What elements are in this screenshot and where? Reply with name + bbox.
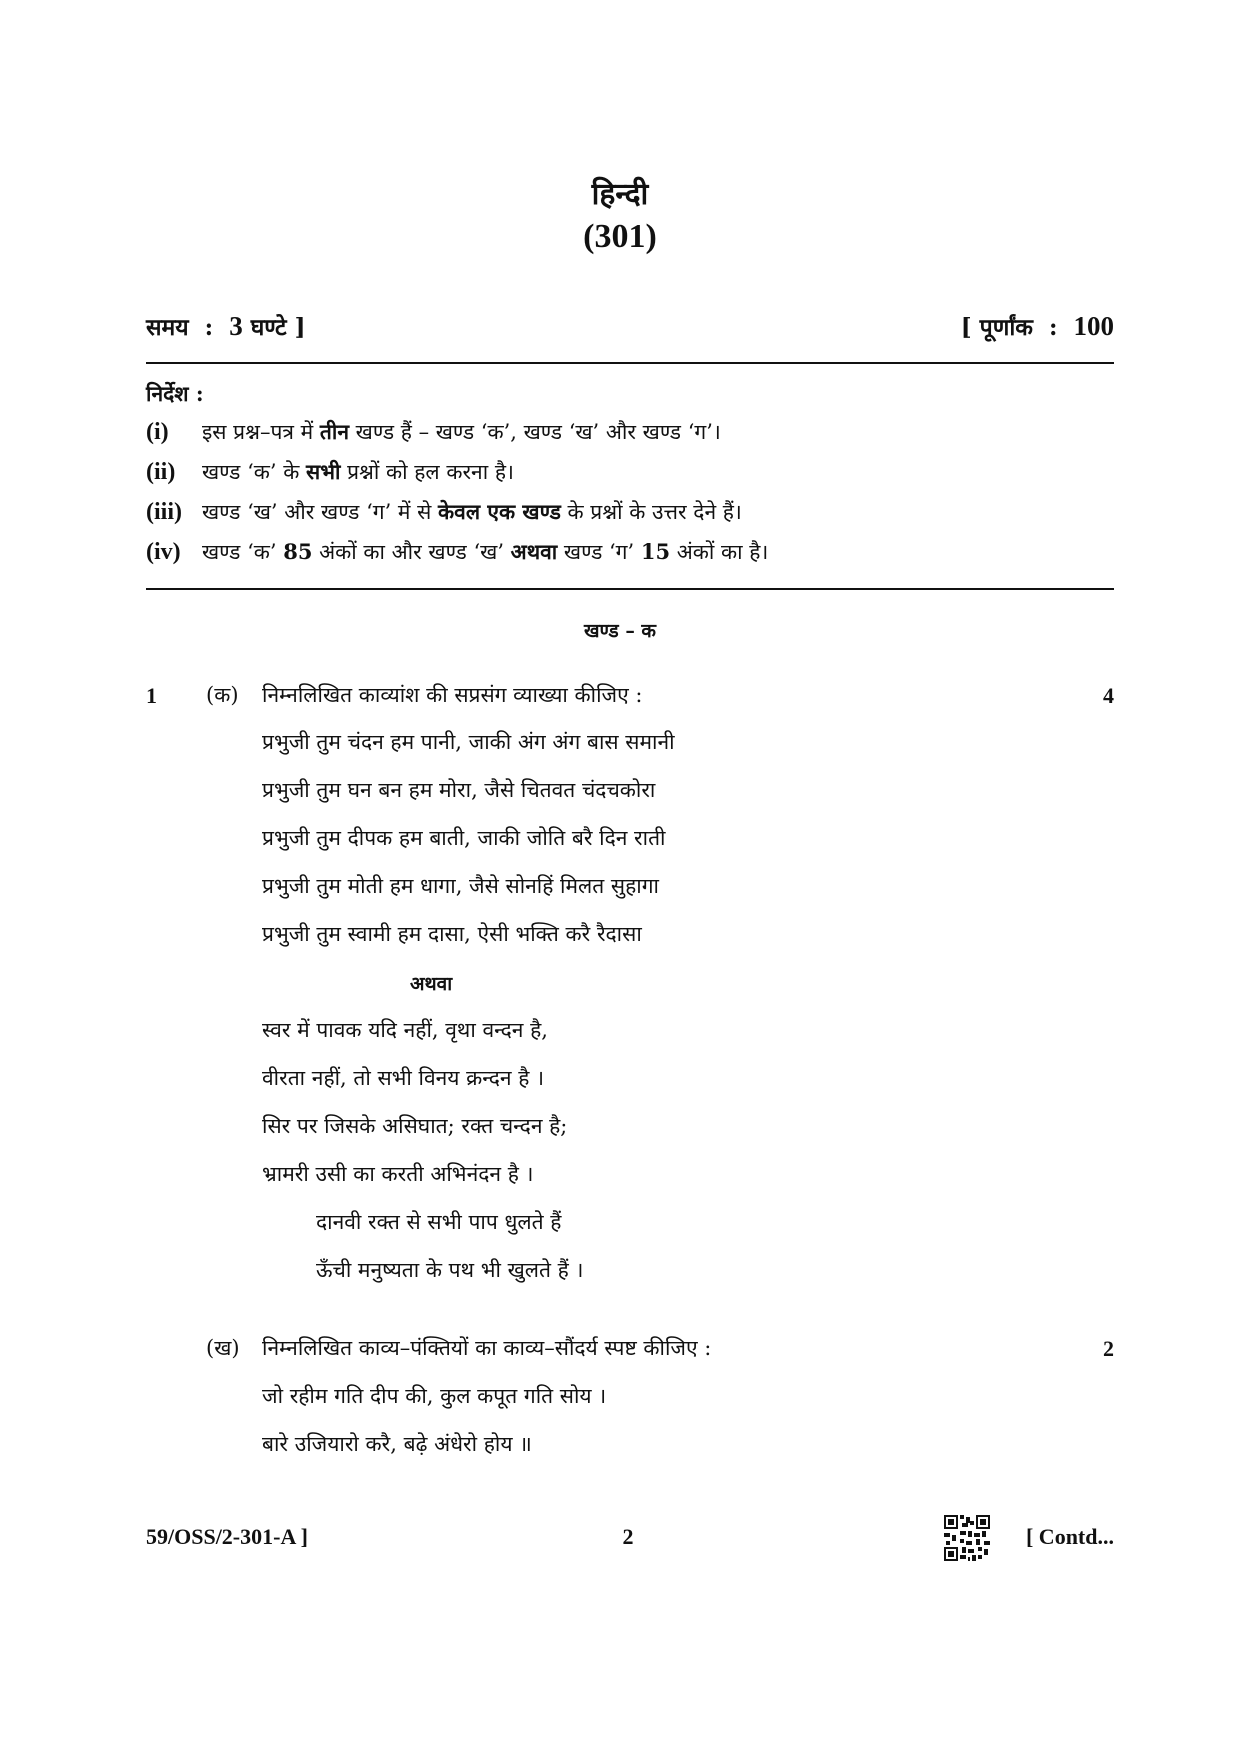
qr-code-icon: [944, 1515, 990, 1561]
continued-marker: [ Contd...: [1025, 1524, 1114, 1549]
verse-line: प्रभुजी तुम चंदन हम पानी, जाकी अंग अंग बास समानी: [262, 730, 675, 754]
marks-label: [ पूर्णांक: [960, 314, 1033, 341]
alt-verse-line: ऊँची मनुष्यता के पथ भी खुलते हैं ।: [316, 1258, 584, 1282]
max-marks: [ पूर्णांक : 100: [960, 311, 1114, 341]
alt-verse-line: वीरता नहीं, तो सभी विनय क्रन्दन है ।: [262, 1066, 545, 1090]
part-a-label: (क): [206, 683, 239, 707]
instruction-4: (iv) खण्ड ‘क’ 85 अंकों का और खण्ड ‘ख’ अथवा खण्ड ‘ग’ 15 अंकों का है।: [146, 539, 769, 565]
time-allowed: समय : 3 घण्टे ]: [146, 311, 306, 341]
part-b-verse-line: जो रहीम गति दीप की, कुल कपूत गति सोय ।: [262, 1384, 607, 1408]
section-title: खण्ड – क: [583, 620, 657, 642]
verse-line: प्रभुजी तुम मोती हम धागा, जैसे सोनहिं मिलत सुहागा: [262, 874, 659, 898]
verse-line: प्रभुजी तुम स्वामी हम दासा, ऐसी भक्ति करै रैदासा: [262, 922, 642, 946]
or-label: अथवा: [410, 973, 453, 995]
verse-line: प्रभुजी तुम घन बन हम मोरा, जैसे चितवत चंदचकोरा: [262, 778, 656, 802]
subject-title: हिन्दी: [591, 177, 649, 212]
paper-code: 59/OSS/2-301-A ]: [146, 1524, 308, 1549]
part-b-marks: 2: [1103, 1336, 1114, 1361]
alt-verse-line: दानवी रक्त से सभी पाप धुलते हैं: [316, 1210, 562, 1234]
part-a-marks: 4: [1103, 683, 1114, 708]
part-b-prompt: निम्नलिखित काव्य–पंक्तियों का काव्य–सौंदर्य स्पष्ट कीजिए :: [262, 1336, 712, 1360]
alt-verse-line: स्वर में पावक यदि नहीं, वृथा वन्दन है,: [262, 1018, 548, 1042]
instruction-2: (ii) खण्ड ‘क’ के सभी प्रश्नों को हल करना है।: [146, 459, 514, 485]
instruction-1: (i) इस प्रश्न–पत्र में तीन खण्ड हैं – खण्ड ‘क’, खण्ड ‘ख’ और खण्ड ‘ग’।: [146, 419, 721, 445]
marks-value: 100: [1073, 311, 1114, 341]
time-label: समय: [146, 314, 189, 341]
part-b-verse-line: बारे उजियारो करै, बढ़े अंधेरो होय ॥: [262, 1432, 532, 1456]
part-a-prompt: निम्नलिखित काव्यांश की सप्रसंग व्याख्या कीजिए :: [262, 683, 643, 707]
top-divider: [146, 362, 1114, 364]
page-number: 2: [622, 1524, 634, 1549]
time-unit: घण्टे ]: [250, 314, 306, 341]
verse-line: प्रभुजी तुम दीपक हम बाती, जाकी जोति बरै दिन राती: [262, 826, 666, 850]
instruction-3: (iii) खण्ड ‘ख’ और खण्ड ‘ग’ में से केवल एक खण्ड के प्रश्नों के उत्तर देने हैं।: [146, 499, 742, 525]
time-value: 3: [229, 311, 243, 341]
alt-verse-line: सिर पर जिसके असिघात; रक्त चन्दन है;: [262, 1114, 568, 1138]
part-b-label: (ख): [206, 1336, 240, 1360]
instructions-heading: निर्देश :: [146, 381, 204, 406]
alt-verse-line: भ्रामरी उसी का करती अभिनंदन है ।: [262, 1162, 534, 1186]
subject-code: (301): [583, 218, 657, 255]
middle-divider: [146, 588, 1114, 590]
question-number: 1: [146, 683, 157, 708]
